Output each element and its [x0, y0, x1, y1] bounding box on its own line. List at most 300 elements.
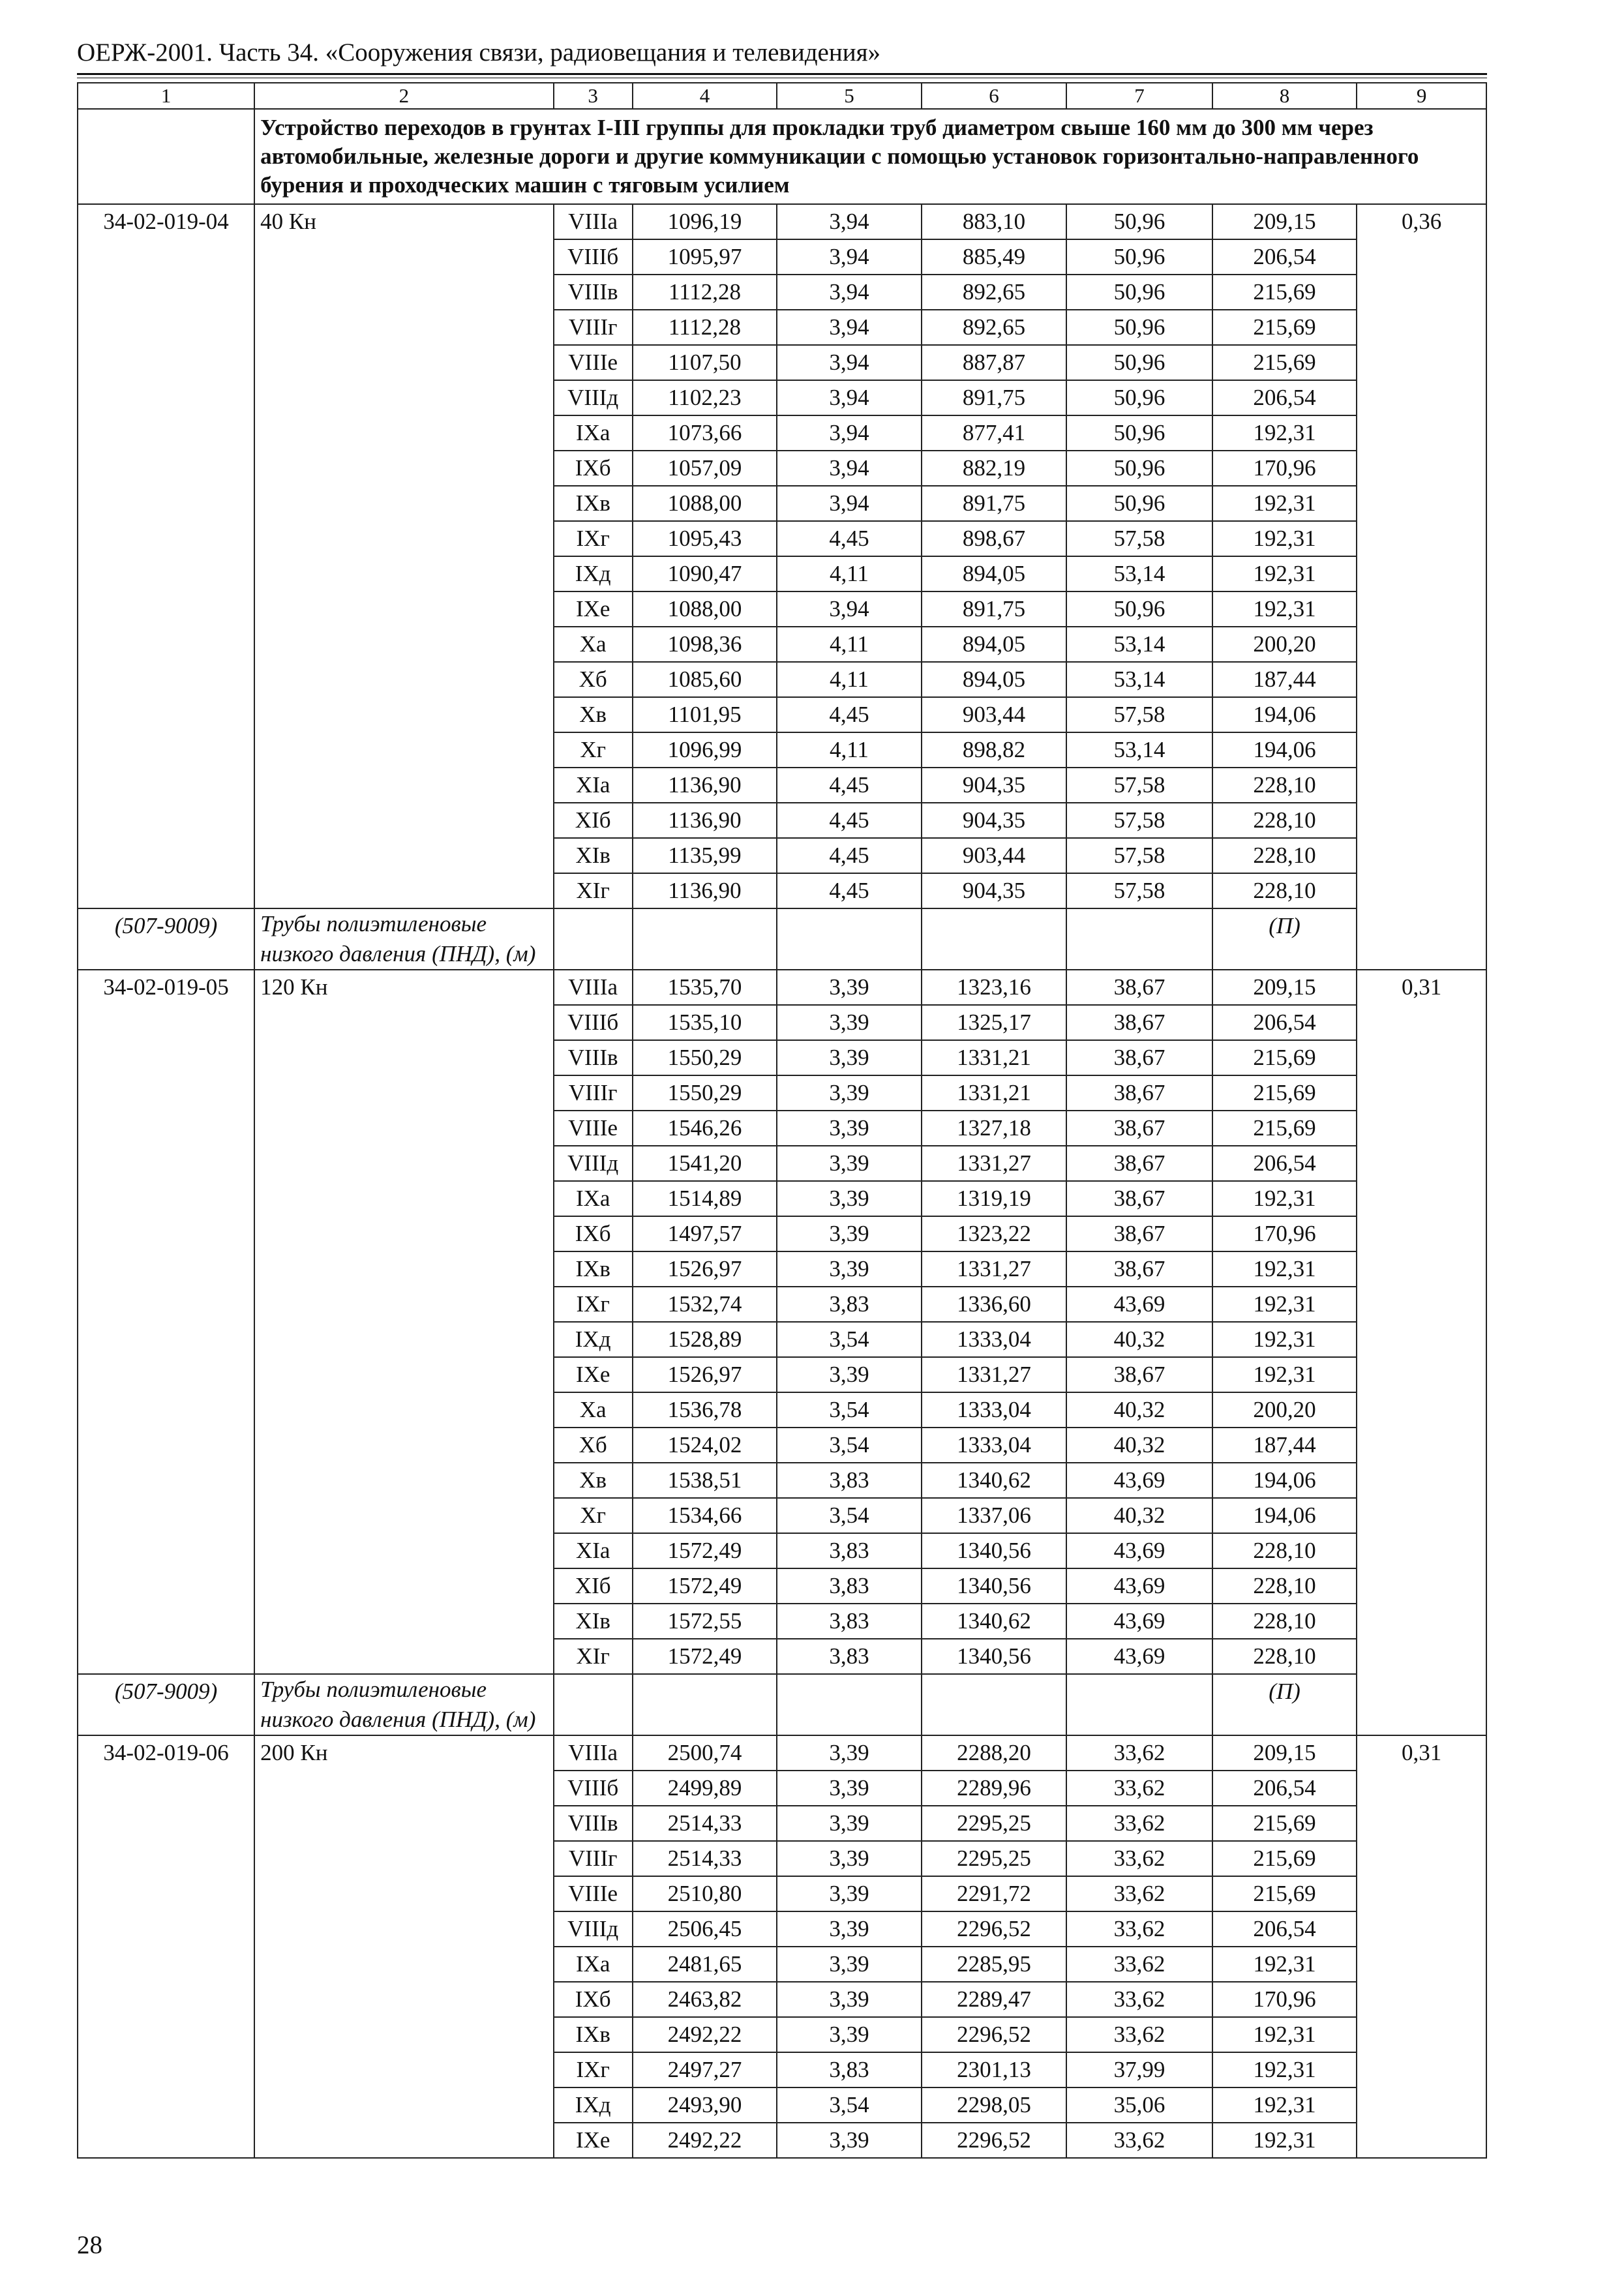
section-title: Устройство переходов в грунтах I-III группы для прокладки труб диаметром свыше 160 мм до 300 мм через автомобильные, железные дороги и другие коммуникации с помощью установок горизонтально-направленного бурения и проходческих машин с тяговым усилием	[254, 109, 1486, 204]
table-cell: 1112,28	[633, 310, 777, 345]
table-cell: 3,94	[777, 345, 921, 380]
table-cell: 37,99	[1066, 2052, 1212, 2087]
table-cell: 3,39	[777, 1075, 921, 1111]
table-cell: 1550,29	[633, 1075, 777, 1111]
table-cell: VIIIа	[554, 1735, 633, 1771]
table-cell: 904,35	[922, 873, 1067, 908]
table-cell: 2506,45	[633, 1911, 777, 1947]
table-cell: 43,69	[1066, 1604, 1212, 1639]
table-cell: 1541,20	[633, 1146, 777, 1181]
table-cell: XIг	[554, 1639, 633, 1674]
table-cell: 3,39	[777, 1911, 921, 1947]
table-cell: 38,67	[1066, 1075, 1212, 1111]
table-cell: IXе	[554, 1357, 633, 1392]
table-cell: IXв	[554, 1251, 633, 1287]
table-cell: 209,15	[1212, 970, 1357, 1005]
column-number: 5	[777, 83, 921, 109]
column-number: 1	[78, 83, 254, 109]
table-cell: IXг	[554, 521, 633, 556]
table-cell: 215,69	[1212, 1040, 1357, 1075]
table-cell: 170,96	[1212, 1216, 1357, 1251]
table-cell: 3,94	[777, 380, 921, 415]
table-cell: 2289,47	[922, 1982, 1067, 2017]
table-cell: 57,58	[1066, 838, 1212, 873]
table-cell: 215,69	[1212, 1876, 1357, 1911]
table-cell: 1112,28	[633, 275, 777, 310]
table-cell: 50,96	[1066, 591, 1212, 627]
column-number: 4	[633, 83, 777, 109]
note-value: (П)	[1212, 908, 1357, 970]
table-cell: 1095,97	[633, 239, 777, 275]
table-cell: 38,67	[1066, 1357, 1212, 1392]
table-cell: 4,45	[777, 768, 921, 803]
table-cell: 3,39	[777, 1146, 921, 1181]
table-cell: 50,96	[1066, 486, 1212, 521]
table-cell: 898,82	[922, 732, 1067, 768]
table-cell: 4,45	[777, 873, 921, 908]
table-cell: 170,96	[1212, 451, 1357, 486]
table-cell: 33,62	[1066, 1947, 1212, 1982]
table-cell: 38,67	[1066, 1111, 1212, 1146]
table-cell: 187,44	[1212, 662, 1357, 697]
table-cell: IXа	[554, 1181, 633, 1216]
table-cell: 40,32	[1066, 1428, 1212, 1463]
table-cell: 1073,66	[633, 415, 777, 451]
table-cell: VIIIг	[554, 1075, 633, 1111]
table-cell: 194,06	[1212, 697, 1357, 732]
table-cell: VIIIб	[554, 1005, 633, 1040]
table-cell: 228,10	[1212, 1533, 1357, 1568]
table-cell: 215,69	[1212, 1841, 1357, 1876]
table-cell: VIIIа	[554, 204, 633, 239]
table-cell: 3,94	[777, 239, 921, 275]
table-cell: 904,35	[922, 803, 1067, 838]
table-cell: 53,14	[1066, 662, 1212, 697]
table-cell: 170,96	[1212, 1982, 1357, 2017]
table-cell: 3,39	[777, 1841, 921, 1876]
table-cell: 2296,52	[922, 1911, 1067, 1947]
table-cell: 3,83	[777, 1604, 921, 1639]
table-cell: VIIIв	[554, 275, 633, 310]
table-cell: 192,31	[1212, 486, 1357, 521]
table-cell: 206,54	[1212, 1005, 1357, 1040]
note-row	[78, 1674, 1486, 1735]
table-cell: VIIIд	[554, 1146, 633, 1181]
table-cell: XIб	[554, 1568, 633, 1604]
table-cell: 38,67	[1066, 1216, 1212, 1251]
table-cell: 215,69	[1212, 1111, 1357, 1146]
table-cell: 892,65	[922, 275, 1067, 310]
table-cell: 3,39	[777, 1216, 921, 1251]
table-cell: 1331,21	[922, 1040, 1067, 1075]
table-cell: 206,54	[1212, 380, 1357, 415]
table-cell: 1538,51	[633, 1463, 777, 1498]
table-cell: 887,87	[922, 345, 1067, 380]
table-cell: 33,62	[1066, 1841, 1212, 1876]
table-cell: 192,31	[1212, 521, 1357, 556]
table-cell: 3,94	[777, 486, 921, 521]
table-cell: 192,31	[1212, 1322, 1357, 1357]
note-code: (507-9009)	[78, 908, 254, 970]
table-cell: 200,20	[1212, 627, 1357, 662]
table-cell: VIIIб	[554, 239, 633, 275]
table-cell: 38,67	[1066, 1005, 1212, 1040]
table-cell: VIIIд	[554, 380, 633, 415]
table-cell: 192,31	[1212, 2123, 1357, 2158]
table-cell: 1095,43	[633, 521, 777, 556]
table-cell: 228,10	[1212, 803, 1357, 838]
table-cell: 3,94	[777, 451, 921, 486]
table-cell: 4,45	[777, 803, 921, 838]
table-cell: 3,39	[777, 1806, 921, 1841]
table-cell: 4,45	[777, 521, 921, 556]
table-cell: VIIIа	[554, 970, 633, 1005]
table-cell: 33,62	[1066, 1982, 1212, 2017]
table-cell: 3,39	[777, 1040, 921, 1075]
table-cell: 4,45	[777, 697, 921, 732]
table-row	[78, 204, 1486, 239]
table-cell: 3,83	[777, 1533, 921, 1568]
table-cell: IXе	[554, 591, 633, 627]
table-cell: IXв	[554, 486, 633, 521]
column-number-row	[78, 83, 1486, 109]
table-cell: 2301,13	[922, 2052, 1067, 2087]
table-cell: 192,31	[1212, 2017, 1357, 2052]
table-cell: 57,58	[1066, 873, 1212, 908]
table-cell: 894,05	[922, 662, 1067, 697]
table-cell: XIа	[554, 1533, 633, 1568]
table-cell: 2500,74	[633, 1735, 777, 1771]
table-cell: 3,39	[777, 970, 921, 1005]
note-row	[78, 908, 1486, 970]
table-cell: 3,39	[777, 1181, 921, 1216]
table-cell: 3,39	[777, 1982, 921, 2017]
table-cell: 1340,62	[922, 1463, 1067, 1498]
table-cell: 3,39	[777, 1111, 921, 1146]
table-cell: 228,10	[1212, 768, 1357, 803]
table-cell: 192,31	[1212, 1287, 1357, 1322]
table-cell: 33,62	[1066, 2123, 1212, 2158]
table-cell: 3,94	[777, 275, 921, 310]
table-cell: Xб	[554, 1428, 633, 1463]
table-cell: 1333,04	[922, 1428, 1067, 1463]
table-cell: IXб	[554, 1216, 633, 1251]
table-cell: XIв	[554, 1604, 633, 1639]
table-cell: 3,83	[777, 1568, 921, 1604]
table-cell: VIIIд	[554, 1911, 633, 1947]
table-cell: 2298,05	[922, 2087, 1067, 2123]
table-cell: 3,54	[777, 1322, 921, 1357]
table-cell: 192,31	[1212, 556, 1357, 591]
table-cell: 194,06	[1212, 1463, 1357, 1498]
table-cell: 1333,04	[922, 1392, 1067, 1428]
table-cell: 228,10	[1212, 1568, 1357, 1604]
table-cell: 1136,90	[633, 873, 777, 908]
rate-name: 40 Кн	[254, 204, 553, 908]
table-cell: 1572,49	[633, 1533, 777, 1568]
empty-cell	[78, 109, 254, 204]
table-cell: 2499,89	[633, 1771, 777, 1806]
table-cell: 33,62	[1066, 1876, 1212, 1911]
table-cell: 50,96	[1066, 451, 1212, 486]
table-cell: 1323,22	[922, 1216, 1067, 1251]
table-cell: 192,31	[1212, 2052, 1357, 2087]
table-cell: 2497,27	[633, 2052, 777, 2087]
table-cell: 1340,56	[922, 1639, 1067, 1674]
table-cell: 38,67	[1066, 1040, 1212, 1075]
table-cell: 3,83	[777, 1639, 921, 1674]
table-cell: 53,14	[1066, 556, 1212, 591]
table-cell: 38,67	[1066, 970, 1212, 1005]
table-cell: 43,69	[1066, 1533, 1212, 1568]
table-cell: 1096,19	[633, 204, 777, 239]
table-cell: 1098,36	[633, 627, 777, 662]
table-cell: XIб	[554, 803, 633, 838]
table-cell: 894,05	[922, 556, 1067, 591]
column-number: 3	[554, 83, 633, 109]
table-cell: 1336,60	[922, 1287, 1067, 1322]
table-cell: 209,15	[1212, 1735, 1357, 1771]
table-cell: 1572,49	[633, 1568, 777, 1604]
table-cell: 3,94	[777, 591, 921, 627]
table-cell: 40,32	[1066, 1498, 1212, 1533]
table-cell: 228,10	[1212, 1604, 1357, 1639]
table-cell: 3,39	[777, 2123, 921, 2158]
table-cell: 40,32	[1066, 1392, 1212, 1428]
table-cell: 1535,70	[633, 970, 777, 1005]
table-cell: 38,67	[1066, 1181, 1212, 1216]
table-cell: IXд	[554, 1322, 633, 1357]
table-cell: 1532,74	[633, 1287, 777, 1322]
table-cell: 4,11	[777, 662, 921, 697]
table-cell: 215,69	[1212, 1806, 1357, 1841]
table-cell: 187,44	[1212, 1428, 1357, 1463]
table-cell: 1526,97	[633, 1357, 777, 1392]
table-cell: 2285,95	[922, 1947, 1067, 1982]
table-cell: 3,94	[777, 310, 921, 345]
table-cell: 3,39	[777, 1947, 921, 1982]
table-cell: 1135,99	[633, 838, 777, 873]
table-cell: 57,58	[1066, 697, 1212, 732]
table-cell: 192,31	[1212, 1947, 1357, 1982]
table-cell: 33,62	[1066, 1806, 1212, 1841]
table-cell: 1497,57	[633, 1216, 777, 1251]
table-cell: 3,54	[777, 1392, 921, 1428]
table-cell: 192,31	[1212, 1251, 1357, 1287]
column-number: 8	[1212, 83, 1357, 109]
note-name: Трубы полиэтиленовые низкого давления (ПНД), (м)	[254, 1674, 553, 1735]
table-cell: XIг	[554, 873, 633, 908]
page-header: ОЕРЖ-2001. Часть 34. «Сооружения связи, радиовещания и телевидения»	[77, 38, 881, 67]
table-cell: 192,31	[1212, 1357, 1357, 1392]
table-cell: 4,11	[777, 556, 921, 591]
table-cell: 2296,52	[922, 2123, 1067, 2158]
table-cell: 50,96	[1066, 415, 1212, 451]
table-cell: 33,62	[1066, 1911, 1212, 1947]
table-cell: 1090,47	[633, 556, 777, 591]
table-cell: 3,39	[777, 1771, 921, 1806]
table-cell: 228,10	[1212, 1639, 1357, 1674]
table-cell: 206,54	[1212, 1771, 1357, 1806]
table-cell: 1136,90	[633, 803, 777, 838]
table-cell: 891,75	[922, 591, 1067, 627]
table-cell: 1340,56	[922, 1533, 1067, 1568]
table-cell: 1331,27	[922, 1146, 1067, 1181]
empty-cell	[922, 908, 1067, 970]
column-number: 2	[254, 83, 553, 109]
table-cell: 3,39	[777, 2017, 921, 2052]
table-cell: Xа	[554, 627, 633, 662]
table-cell: IXб	[554, 1982, 633, 2017]
table-cell: 206,54	[1212, 1146, 1357, 1181]
table-cell: 33,62	[1066, 2017, 1212, 2052]
table-cell: Xв	[554, 1463, 633, 1498]
table-cell: 2492,22	[633, 2123, 777, 2158]
table-cell: 1514,89	[633, 1181, 777, 1216]
table-cell: 2493,90	[633, 2087, 777, 2123]
empty-cell	[922, 1674, 1067, 1735]
table-cell: 228,10	[1212, 873, 1357, 908]
table-cell: 43,69	[1066, 1463, 1212, 1498]
table-cell: 1333,04	[922, 1322, 1067, 1357]
table-cell: XIа	[554, 768, 633, 803]
table-cell: 883,10	[922, 204, 1067, 239]
table-cell: 903,44	[922, 697, 1067, 732]
table-cell: 3,54	[777, 1498, 921, 1533]
table-cell: 57,58	[1066, 803, 1212, 838]
table-cell: 1136,90	[633, 768, 777, 803]
table-cell: 53,14	[1066, 627, 1212, 662]
table-cell: 43,69	[1066, 1568, 1212, 1604]
empty-cell	[633, 1674, 777, 1735]
table-cell: IXа	[554, 1947, 633, 1982]
table-cell: 43,69	[1066, 1639, 1212, 1674]
table-cell: 1057,09	[633, 451, 777, 486]
table-cell: 1340,62	[922, 1604, 1067, 1639]
table-cell: 1572,49	[633, 1639, 777, 1674]
empty-cell	[777, 908, 921, 970]
table-cell: VIIIв	[554, 1040, 633, 1075]
table-cell: 891,75	[922, 380, 1067, 415]
rate-name: 120 Кн	[254, 970, 553, 1674]
table-cell: 894,05	[922, 627, 1067, 662]
table-cell: 206,54	[1212, 1911, 1357, 1947]
table-cell: 2291,72	[922, 1876, 1067, 1911]
table-cell: 4,11	[777, 732, 921, 768]
table-cell: 3,83	[777, 1463, 921, 1498]
table-cell: IXе	[554, 2123, 633, 2158]
table-cell: 2492,22	[633, 2017, 777, 2052]
table-cell: 1319,19	[922, 1181, 1067, 1216]
table-cell: 1102,23	[633, 380, 777, 415]
table-cell: 50,96	[1066, 380, 1212, 415]
norms-table-body	[78, 83, 1486, 2158]
table-cell: 57,58	[1066, 768, 1212, 803]
table-cell: VIIIе	[554, 1876, 633, 1911]
table-cell: 50,96	[1066, 345, 1212, 380]
table-cell: 192,31	[1212, 415, 1357, 451]
col9-value: 0,36	[1357, 204, 1486, 970]
table-cell: IXг	[554, 2052, 633, 2087]
table-cell: VIIIе	[554, 1111, 633, 1146]
table-cell: 1088,00	[633, 591, 777, 627]
table-cell: 3,94	[777, 415, 921, 451]
table-cell: 891,75	[922, 486, 1067, 521]
table-cell: 3,39	[777, 1251, 921, 1287]
table-cell: Xв	[554, 697, 633, 732]
table-cell: 1325,17	[922, 1005, 1067, 1040]
table-cell: 1526,97	[633, 1251, 777, 1287]
table-cell: 2295,25	[922, 1841, 1067, 1876]
table-cell: 33,62	[1066, 1771, 1212, 1806]
page-number: 28	[77, 2231, 102, 2259]
table-cell: 4,45	[777, 838, 921, 873]
table-cell: 194,06	[1212, 1498, 1357, 1533]
table-cell: 885,49	[922, 239, 1067, 275]
table-cell: 1524,02	[633, 1428, 777, 1463]
table-cell: 35,06	[1066, 2087, 1212, 2123]
table-cell: 1107,50	[633, 345, 777, 380]
table-cell: 904,35	[922, 768, 1067, 803]
table-cell: 3,94	[777, 204, 921, 239]
table-cell: 1331,21	[922, 1075, 1067, 1111]
table-cell: 2288,20	[922, 1735, 1067, 1771]
header-rule	[77, 73, 1487, 75]
table-cell: 3,54	[777, 1428, 921, 1463]
table-cell: 877,41	[922, 415, 1067, 451]
table-cell: Xб	[554, 662, 633, 697]
note-name: Трубы полиэтиленовые низкого давления (ПНД), (м)	[254, 908, 553, 970]
table-cell: 1337,06	[922, 1498, 1067, 1533]
rate-code: 34-02-019-06	[78, 1735, 254, 2158]
table-cell: 53,14	[1066, 732, 1212, 768]
table-cell: 1550,29	[633, 1040, 777, 1075]
table-cell: 2514,33	[633, 1841, 777, 1876]
table-cell: 57,58	[1066, 521, 1212, 556]
table-cell: 1546,26	[633, 1111, 777, 1146]
table-cell: 192,31	[1212, 591, 1357, 627]
table-cell: 206,54	[1212, 239, 1357, 275]
table-cell: 215,69	[1212, 310, 1357, 345]
table-cell: 50,96	[1066, 310, 1212, 345]
empty-cell	[1066, 1674, 1212, 1735]
table-cell: 1101,95	[633, 697, 777, 732]
col9-value: 0,31	[1357, 970, 1486, 1735]
column-number: 7	[1066, 83, 1212, 109]
norms-table	[77, 82, 1487, 2159]
table-cell: 50,96	[1066, 275, 1212, 310]
table-cell: 2289,96	[922, 1771, 1067, 1806]
table-cell: VIIIг	[554, 1841, 633, 1876]
table-cell: 2463,82	[633, 1982, 777, 2017]
table-cell: 1535,10	[633, 1005, 777, 1040]
empty-cell	[633, 908, 777, 970]
table-cell: 3,83	[777, 1287, 921, 1322]
column-number: 6	[922, 83, 1067, 109]
table-cell: 50,96	[1066, 204, 1212, 239]
table-cell: VIIIв	[554, 1806, 633, 1841]
table-cell: 1085,60	[633, 662, 777, 697]
table-cell: 4,11	[777, 627, 921, 662]
table-cell: Xг	[554, 732, 633, 768]
table-cell: VIIIб	[554, 1771, 633, 1806]
table-cell: 3,83	[777, 2052, 921, 2087]
table-cell: 209,15	[1212, 204, 1357, 239]
table-cell: 2481,65	[633, 1947, 777, 1982]
table-cell: 1331,27	[922, 1251, 1067, 1287]
table-cell: 2514,33	[633, 1806, 777, 1841]
table-cell: 882,19	[922, 451, 1067, 486]
